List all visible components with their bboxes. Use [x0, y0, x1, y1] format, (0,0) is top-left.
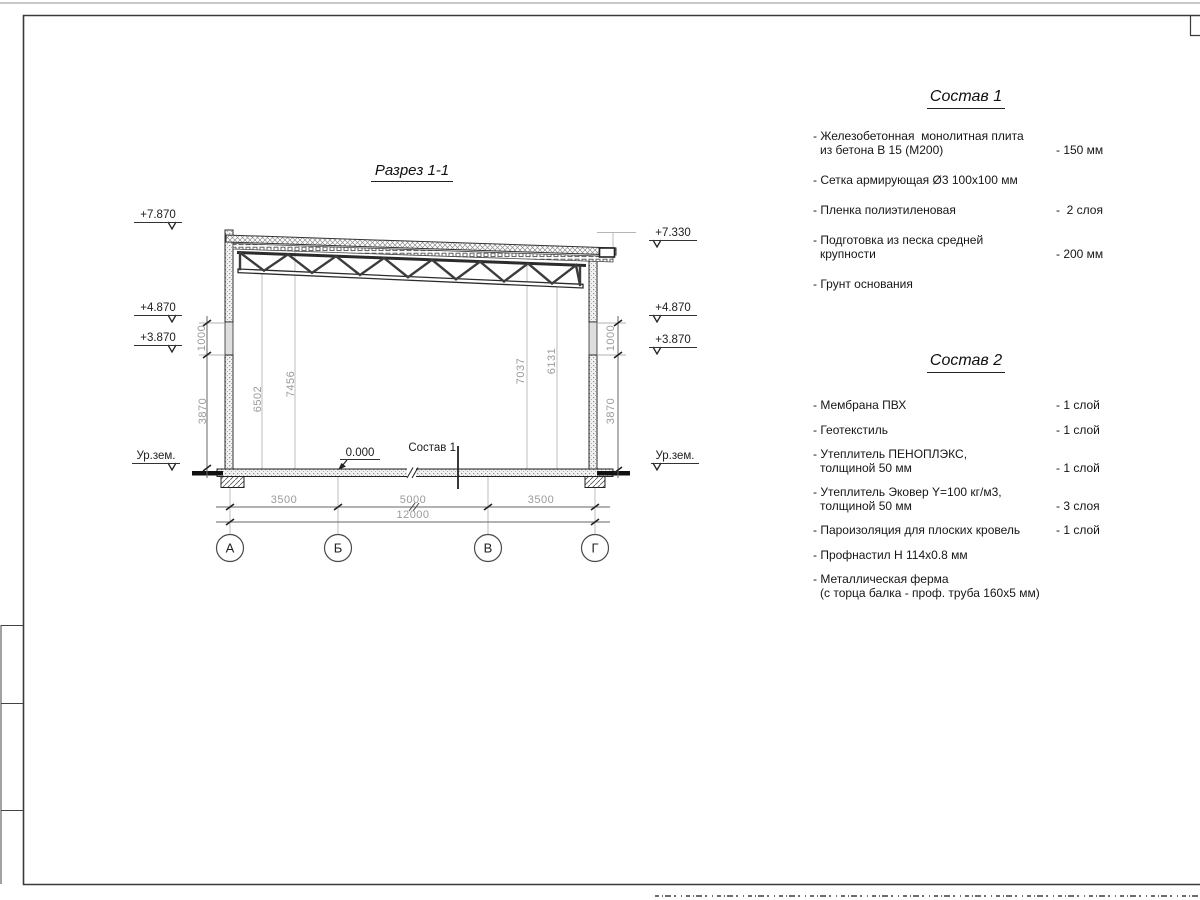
note-line — [813, 549, 1133, 563]
note-line — [813, 129, 1133, 143]
elevation-mark-right-3870: +3.870 — [649, 334, 697, 348]
elevation-mark-left-7870: +7.870 — [134, 209, 182, 223]
note-line — [813, 587, 1133, 601]
note-line — [813, 233, 1133, 247]
note-item — [813, 233, 1133, 261]
frame-corner-box — [1191, 16, 1200, 36]
dim-right-3870: 3870 — [605, 397, 617, 425]
axis-label-g: Г — [591, 540, 599, 556]
right-wall — [589, 258, 597, 469]
note-item — [813, 399, 1133, 413]
elevation-mark-left-3870: +3.870 — [134, 332, 182, 346]
dim-interior-6131: 6131 — [546, 347, 558, 375]
note-value: - 200 мм — [1056, 247, 1104, 261]
note-line — [813, 486, 1133, 500]
note-text: из бетона В 15 (М200) — [820, 143, 944, 157]
axis-label-b: Б — [333, 540, 343, 556]
dim-interior-7037: 7037 — [515, 357, 527, 385]
axis-bubbles — [217, 535, 609, 562]
note-line — [813, 247, 1133, 261]
note-text: - Сетка армирующая Ø3 100х100 мм — [813, 173, 1018, 187]
note-line — [813, 524, 1133, 538]
dim-left-3870: 3870 — [197, 397, 209, 425]
note-item — [813, 129, 1133, 157]
floor-callout-label: Состав 1 — [408, 442, 456, 454]
elevation-mark-left-ground: Ур.зем. — [132, 450, 180, 464]
note-value: - 1 слой — [1056, 460, 1100, 475]
ground-bar-right — [597, 471, 630, 476]
left-wall — [225, 230, 233, 469]
dim-span-b-v: 5000 — [399, 494, 427, 506]
dim-span-v-g: 3500 — [527, 494, 555, 506]
note-text: (с торца балка - проф. труба 160х5 мм) — [820, 585, 1040, 600]
note-item — [813, 424, 1133, 438]
note-text: - Пленка полиэтиленовая — [813, 203, 956, 217]
sostav2-title: Состав 2 — [927, 352, 1005, 373]
note-text: - Подготовка из песка средней — [813, 233, 984, 247]
elevation-mark-left-4870: +4.870 — [134, 302, 182, 316]
note-item — [813, 524, 1133, 538]
note-item — [813, 173, 1133, 187]
dim-right-1000: 1000 — [605, 324, 617, 352]
dim-left-1000: 1000 — [196, 324, 208, 352]
dim-interior-7456: 7456 — [285, 370, 297, 398]
note-line — [813, 462, 1133, 476]
sostav2-title-wrap — [896, 352, 1036, 373]
sostav1-items — [813, 129, 1133, 307]
note-text: - Грунт основания — [813, 277, 913, 291]
note-text: - Железобетонная монолитная плита — [813, 129, 1024, 143]
note-value: - 3 слоя — [1056, 498, 1100, 513]
truss-bottom-chord — [238, 269, 583, 288]
note-item — [813, 549, 1133, 563]
sostav1-title-wrap — [896, 88, 1036, 109]
roof-edge-beam — [600, 248, 615, 257]
sostav2-items — [813, 399, 1133, 611]
note-line — [813, 573, 1133, 587]
note-line — [813, 203, 1133, 217]
note-value: - 150 мм — [1056, 143, 1104, 157]
note-value: - 1 слой — [1056, 523, 1100, 537]
dim-interior-6502: 6502 — [252, 385, 264, 413]
note-text: толщиной 50 мм — [820, 460, 912, 475]
dim-total-12000: 12000 — [396, 509, 430, 521]
elevation-mark-right-7330: +7.330 — [649, 227, 697, 241]
note-line — [813, 143, 1133, 157]
note-item — [813, 448, 1133, 475]
frame-left-cells — [1, 625, 23, 884]
note-line — [813, 424, 1133, 438]
dim-span-a-b: 3500 — [270, 494, 298, 506]
note-value: - 1 слой — [1056, 422, 1100, 437]
note-text: - Утеплитель ПЕНОПЛЭКС, — [813, 447, 968, 461]
note-text: - Металлическая ферма — [813, 572, 949, 586]
note-text: - Геотекстиль — [813, 422, 888, 437]
zero-level-label: 0.000 — [340, 447, 380, 460]
axis-label-a: А — [225, 540, 235, 556]
right-wall-window-band — [589, 322, 597, 355]
note-item — [813, 203, 1133, 217]
foundation-left — [221, 477, 244, 488]
sostav1-title: Состав 1 — [927, 88, 1005, 109]
note-line — [813, 173, 1133, 187]
note-item — [813, 573, 1133, 600]
note-text: - Профнастил Н 114х0.8 мм — [813, 547, 968, 562]
note-text: - Мембрана ПВХ — [813, 398, 907, 412]
note-text: - Утеплитель Эковер Y=100 кг/м3, — [813, 485, 1002, 499]
foundation-right — [585, 477, 605, 488]
elevation-mark-right-ground: Ур.зем. — [651, 450, 699, 464]
note-item — [813, 277, 1133, 291]
note-line — [813, 448, 1133, 462]
left-wall-window-band — [225, 322, 233, 355]
section-title: Разрез 1-1 — [371, 162, 453, 182]
note-value: - 1 слой — [1056, 398, 1100, 412]
section-title-wrap — [352, 162, 472, 182]
note-line — [813, 500, 1133, 514]
note-value: - 2 слоя — [1056, 203, 1103, 217]
note-text: крупности — [820, 247, 876, 261]
note-line — [813, 277, 1133, 291]
note-text: - Пароизоляция для плоских кровель — [813, 523, 1021, 537]
note-item — [813, 486, 1133, 513]
note-text: толщиной 50 мм — [820, 498, 912, 513]
elevation-mark-right-4870: +4.870 — [649, 302, 697, 316]
axis-label-v: В — [483, 540, 493, 556]
note-line — [813, 399, 1133, 413]
